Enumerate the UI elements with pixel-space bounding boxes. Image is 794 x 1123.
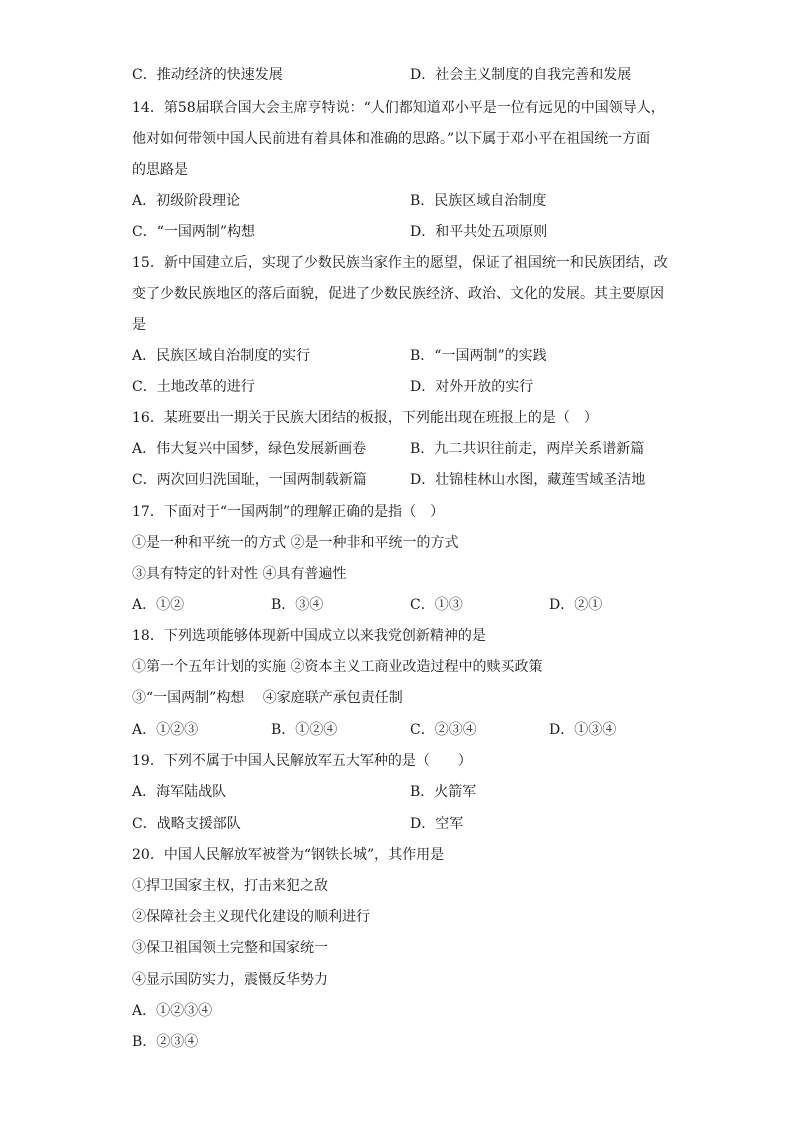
q19-option-d: D．空军 bbox=[410, 816, 464, 832]
q17-option-d: D．②① bbox=[549, 597, 603, 613]
q17-item-line-2: ③具有特定的针对性 ④具有普遍性 bbox=[132, 566, 347, 582]
q18-option-c: C．②③④ bbox=[410, 722, 477, 738]
q18-stem-line-1: 18．下列选项能够体现新中国成立以来我党创新精神的是 bbox=[132, 628, 486, 644]
q15-option-d: D．对外开放的实行 bbox=[410, 379, 534, 395]
q14-option-b: B．民族区域自治制度 bbox=[410, 193, 547, 209]
q20-stem-line-1: 20．中国人民解放军被誉为“钢铁长城”，其作用是 bbox=[132, 847, 445, 863]
q18-option-b: B．①②④ bbox=[271, 722, 338, 738]
q17-option-c: C．①③ bbox=[410, 597, 463, 613]
q20-item-line-3: ③保卫祖国领土完整和国家统一 bbox=[132, 940, 328, 956]
q16-option-a: A．伟大复兴中国梦，绿色发展新画卷 bbox=[132, 441, 367, 457]
q13-option-c: C．推动经济的快速发展 bbox=[132, 67, 283, 83]
q15-option-a: A．民族区域自治制度的实行 bbox=[132, 348, 311, 364]
q15-stem-line-3: 是 bbox=[132, 317, 146, 333]
q17-stem-line-1: 17．下面对于“一国两制”的理解正确的是指（ ） bbox=[132, 504, 445, 520]
q18-option-a: A．①②③ bbox=[132, 722, 199, 738]
q18-item-line-2: ③“一国两制”构想 ④家庭联产承包责任制 bbox=[132, 690, 403, 706]
q16-option-b: B．九二共识往前走，两岸关系谱新篇 bbox=[410, 441, 645, 457]
q17-item-line-1: ①是一种和平统一的方式 ②是一种非和平统一的方式 bbox=[132, 535, 459, 551]
q18-option-d: D．①③④ bbox=[549, 722, 617, 738]
q14-stem-line-3: 的思路是 bbox=[132, 162, 188, 178]
q15-option-b: B．“一国两制”的实践 bbox=[410, 348, 547, 364]
q17-option-a: A．①② bbox=[132, 597, 185, 613]
q15-stem-line-1: 15．新中国建立后，实现了少数民族当家作主的愿望，保证了祖国统一和民族团结，改 bbox=[132, 255, 668, 271]
q16-option-d: D．壮锦桂林山水图，藏莲雪域圣洁地 bbox=[410, 472, 646, 488]
q14-stem-line-2: 他对如何带领中国人民前进有着具体和准确的思路。”以下属于邓小平在祖国统一方面 bbox=[132, 131, 651, 147]
q19-option-c: C．战略支援部队 bbox=[132, 816, 241, 832]
q20-item-line-4: ④显示国防实力，震慑反华势力 bbox=[132, 972, 328, 988]
q14-option-c: C．“一国两制”构想 bbox=[132, 224, 256, 240]
q17-option-b: B．③④ bbox=[271, 597, 324, 613]
q20-item-line-1: ①捍卫国家主权，打击来犯之敌 bbox=[132, 878, 328, 894]
q19-option-a: A．海军陆战队 bbox=[132, 784, 227, 800]
q19-stem-line-1: 19．下列不属于中国人民解放军五大军种的是（ ） bbox=[132, 753, 472, 769]
q20-item-line-2: ②保障社会主义现代化建设的顺利进行 bbox=[132, 909, 370, 925]
q14-option-a: A．初级阶段理论 bbox=[132, 193, 241, 209]
q18-item-line-1: ①第一个五年计划的实施 ②资本主义工商业改造过程中的赎买政策 bbox=[132, 659, 543, 675]
q14-option-d: D．和平共处五项原则 bbox=[410, 224, 548, 240]
q19-option-b: B．火箭军 bbox=[410, 784, 477, 800]
q20-option-a: A．①②③④ bbox=[132, 1003, 213, 1019]
q13-option-d: D．社会主义制度的自我完善和发展 bbox=[410, 67, 632, 83]
q14-stem-line-1: 14．第58届联合国大会主席亨特说：“人们都知道邓小平是一位有远见的中国领导人， bbox=[132, 100, 665, 116]
q15-stem-line-2: 变了少数民族地区的落后面貌，促进了少数民族经济、政治、文化的发展。其主要原因 bbox=[132, 286, 664, 302]
q20-option-b: B．②③④ bbox=[132, 1034, 199, 1050]
q16-stem-line-1: 16．某班要出一期关于民族大团结的板报，下列能出现在班报上的是（ ） bbox=[132, 410, 598, 426]
q16-option-c: C．两次回归洗国耻，一国两制载新篇 bbox=[132, 472, 367, 488]
q15-option-c: C．土地改革的进行 bbox=[132, 379, 255, 395]
